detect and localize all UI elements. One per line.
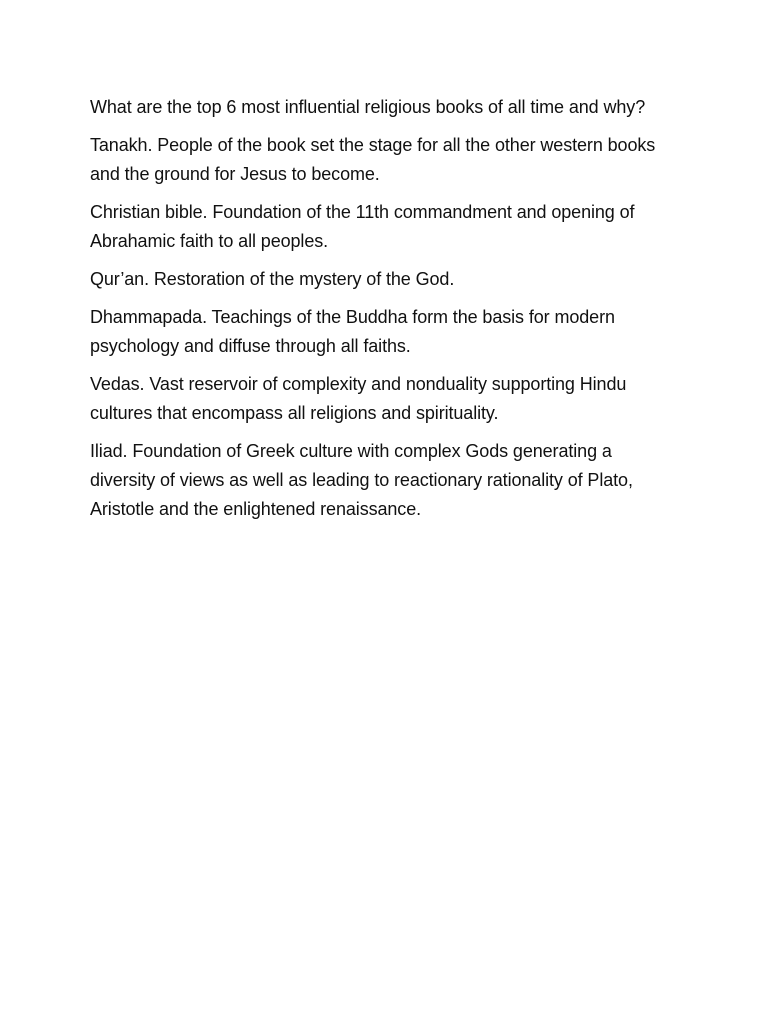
paragraph-line: Abrahamic faith to all peoples.: [90, 231, 329, 251]
paragraph-tanakh: [90, 131, 690, 189]
paragraph-line: Aristotle and the enlightened renaissance.: [90, 499, 422, 519]
paragraph-iliad: [90, 437, 690, 524]
paragraph-dhammapada: [90, 303, 690, 361]
paragraph-line: Iliad. Foundation of Greek culture with complex Gods generating a: [90, 441, 612, 461]
paragraph-line: diversity of views as well as leading to reactionary rationality of Plato,: [90, 470, 633, 490]
paragraph-line: Dhammapada. Teachings of the Buddha form the basis for modern: [90, 307, 615, 327]
paragraph-quran: [90, 265, 690, 294]
paragraph-vedas: [90, 370, 690, 428]
paragraph-line: Tanakh. People of the book set the stage for all the other western books: [90, 135, 656, 155]
paragraph-christian-bible: [90, 198, 690, 256]
paragraph-line: Vedas. Vast reservoir of complexity and nonduality supporting Hindu: [90, 374, 627, 394]
paragraph-line: Christian bible. Foundation of the 11th commandment and opening of: [90, 202, 635, 222]
paragraph-line: cultures that encompass all religions and spirituality.: [90, 403, 499, 423]
paragraph-line: and the ground for Jesus to become.: [90, 164, 380, 184]
question-heading: What are the top 6 most influential religious books of all time and why?: [90, 97, 646, 117]
paragraph-line: Qur’an. Restoration of the mystery of the God.: [90, 269, 455, 289]
document-page: [90, 93, 690, 533]
paragraph-line: psychology and diffuse through all faiths.: [90, 336, 411, 356]
